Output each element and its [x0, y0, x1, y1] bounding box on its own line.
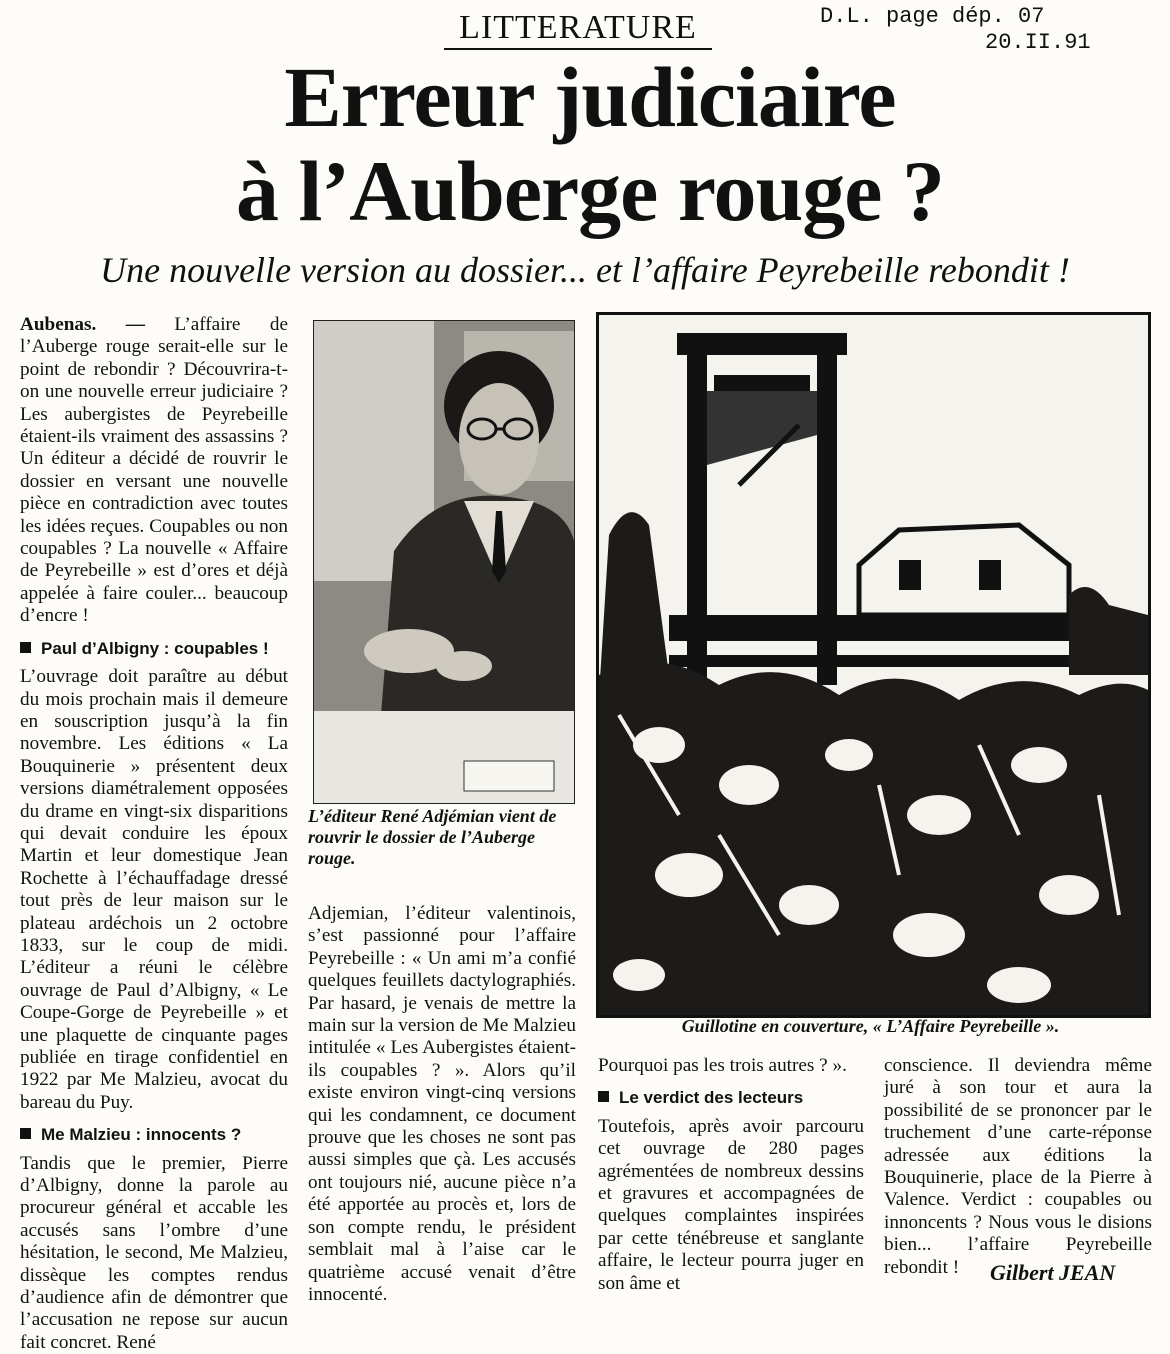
headline-line-1: Erreur judiciaire: [284, 49, 896, 145]
headline-line-2: à l’Auberge rouge ?: [236, 143, 944, 239]
photo-caption: L’éditeur René Adjémian vient de rouvrir le dossier de l’Auberge rouge.: [308, 806, 557, 868]
guillotine-woodcut-image: [599, 315, 1148, 1015]
intro-paragraph: [20, 314, 288, 628]
article-column-3: [598, 1055, 864, 1295]
section-heading-albigny: [20, 638, 288, 660]
guillotine-illustration: [596, 312, 1151, 1018]
section-heading-text: Me Malzieu : innocents ?: [41, 1125, 242, 1145]
section-heading-verdict: [598, 1087, 864, 1109]
article-column-2: [308, 903, 576, 1306]
editor-photo: [313, 320, 575, 804]
section-malzieu-text: Tandis que le premier, Pierre d’Albigny, donne la parole au procureur général et accable les accusés sans l’ombre d’une hésitation, le second, Me Malzieu, dissèque les comptes rendus d’audience afin de démontrer que l’accusation ne repose sur aucun fait concret. René: [20, 1152, 288, 1353]
col3-lead: Pourquoi pas les trois autres ? ».: [598, 1055, 847, 1076]
square-bullet-icon: [598, 1091, 609, 1102]
article-column-4: [884, 1055, 1152, 1279]
archive-stamp-source: D.L. page dép. 07: [820, 4, 1045, 29]
intro-text: L’affaire de l’Auberge rouge serait-elle sur le point de rebondir ? Découvrira-t-on une nouvelle erreur judiciaire ? Les aubergistes de Peyrebeille étaient-ils vraiment des assassins ? Un éditeur a décidé de rouvrir le dossier en versant une nouvelle pièce en contradiction avec toutes les idées reçues. Coupables ou non coupables ? La nouvelle « Affaire de Peyrebeille » est d’ores et déjà appelée à faire couler... beaucoup d’encre !: [20, 314, 288, 627]
article-column-1: [20, 314, 288, 1354]
headline: [120, 50, 1060, 238]
section-heading-text: Paul d’Albigny : coupables !: [41, 638, 269, 658]
section-heading-malzieu: [20, 1124, 288, 1146]
col2-text: Adjemian, l’éditeur valentinois, s’est passionné pour l’affaire Peyrebeille : « Un ami m’a confié quelques feuillets dactylographiés. Par hasard, je venais de mettre la main sur la version de Me Malzieu intitulée « Les Aubergistes étaient-ils coupables ? ». Alors qu’il existe environ vingt-cinq versions qui les condamnent, ce document prouve que les choses ne sont pas aussi simples que çà. Les accusés ont toujours nié, aucune pièce n’a été apportée au procès et, lors de son compte rendu, le président semblait mal à l’aise car le quatrième accusé venait d’être innocenté.: [308, 903, 576, 1305]
editor-portrait-image: [314, 321, 574, 803]
square-bullet-icon: [20, 642, 31, 653]
square-bullet-icon: [20, 1128, 31, 1139]
col4-text: conscience. Il deviendra même juré à son tour et aura la possibilité de se prononcer par le truchement d’une carte-réponse adressée aux éditions la Bouquinerie, place de la Pierre à Valence. Verdict : coupables ou innoncents ? Nous vous le disions bien... l’affaire Peyrebeille rebondit !: [884, 1055, 1152, 1278]
section-rubric: LITTERATURE: [444, 8, 712, 50]
section-albigny-text: L’ouvrage doit paraître au début du mois prochain mais il demeure en souscription jusqu’à la fin novembre. Les éditions « La Bouquinerie » présentent deux versions diamétralement opposées du drame en vingt-six disparitions qui devait conduire les époux Martin et leur domestique Jean Rochette à l’échauffadage dressé tout près de leur maison sur le plateau ardéchois un 2 octobre 1833, sur le coup de midi. L’éditeur a réuni le célèbre ouvrage de Paul d’Albigny, « Le Coupe-Gorge de Peyrebeille » et une plaquette de cinquante pages publiée en tirage confidentiel en 1922 par Me Malzieu, avocat du bareau du Puy.: [20, 666, 288, 1113]
section-verdict-text: Toutefois, après avoir parcouru cet ouvrage de 280 pages agrémentées de nombreux dessins et gravures et accompagnées de quelques complaintes inspirées par cette ténébreuse et sanglante affaire, le lecteur pourra juger en son âme et: [598, 1115, 864, 1294]
section-heading-text: Le verdict des lecteurs: [619, 1088, 804, 1108]
dateline: Aubenas. —: [20, 314, 145, 335]
archive-stamp-date: 20.II.91: [985, 30, 1091, 55]
byline: Gilbert JEAN: [990, 1260, 1116, 1285]
illustration-caption: Guillotine en couverture, « L’Affaire Peyrebeille ».: [681, 1016, 1060, 1036]
subheadline: Une nouvelle version au dossier... et l’affaire Peyrebeille rebondit !: [100, 250, 1070, 290]
